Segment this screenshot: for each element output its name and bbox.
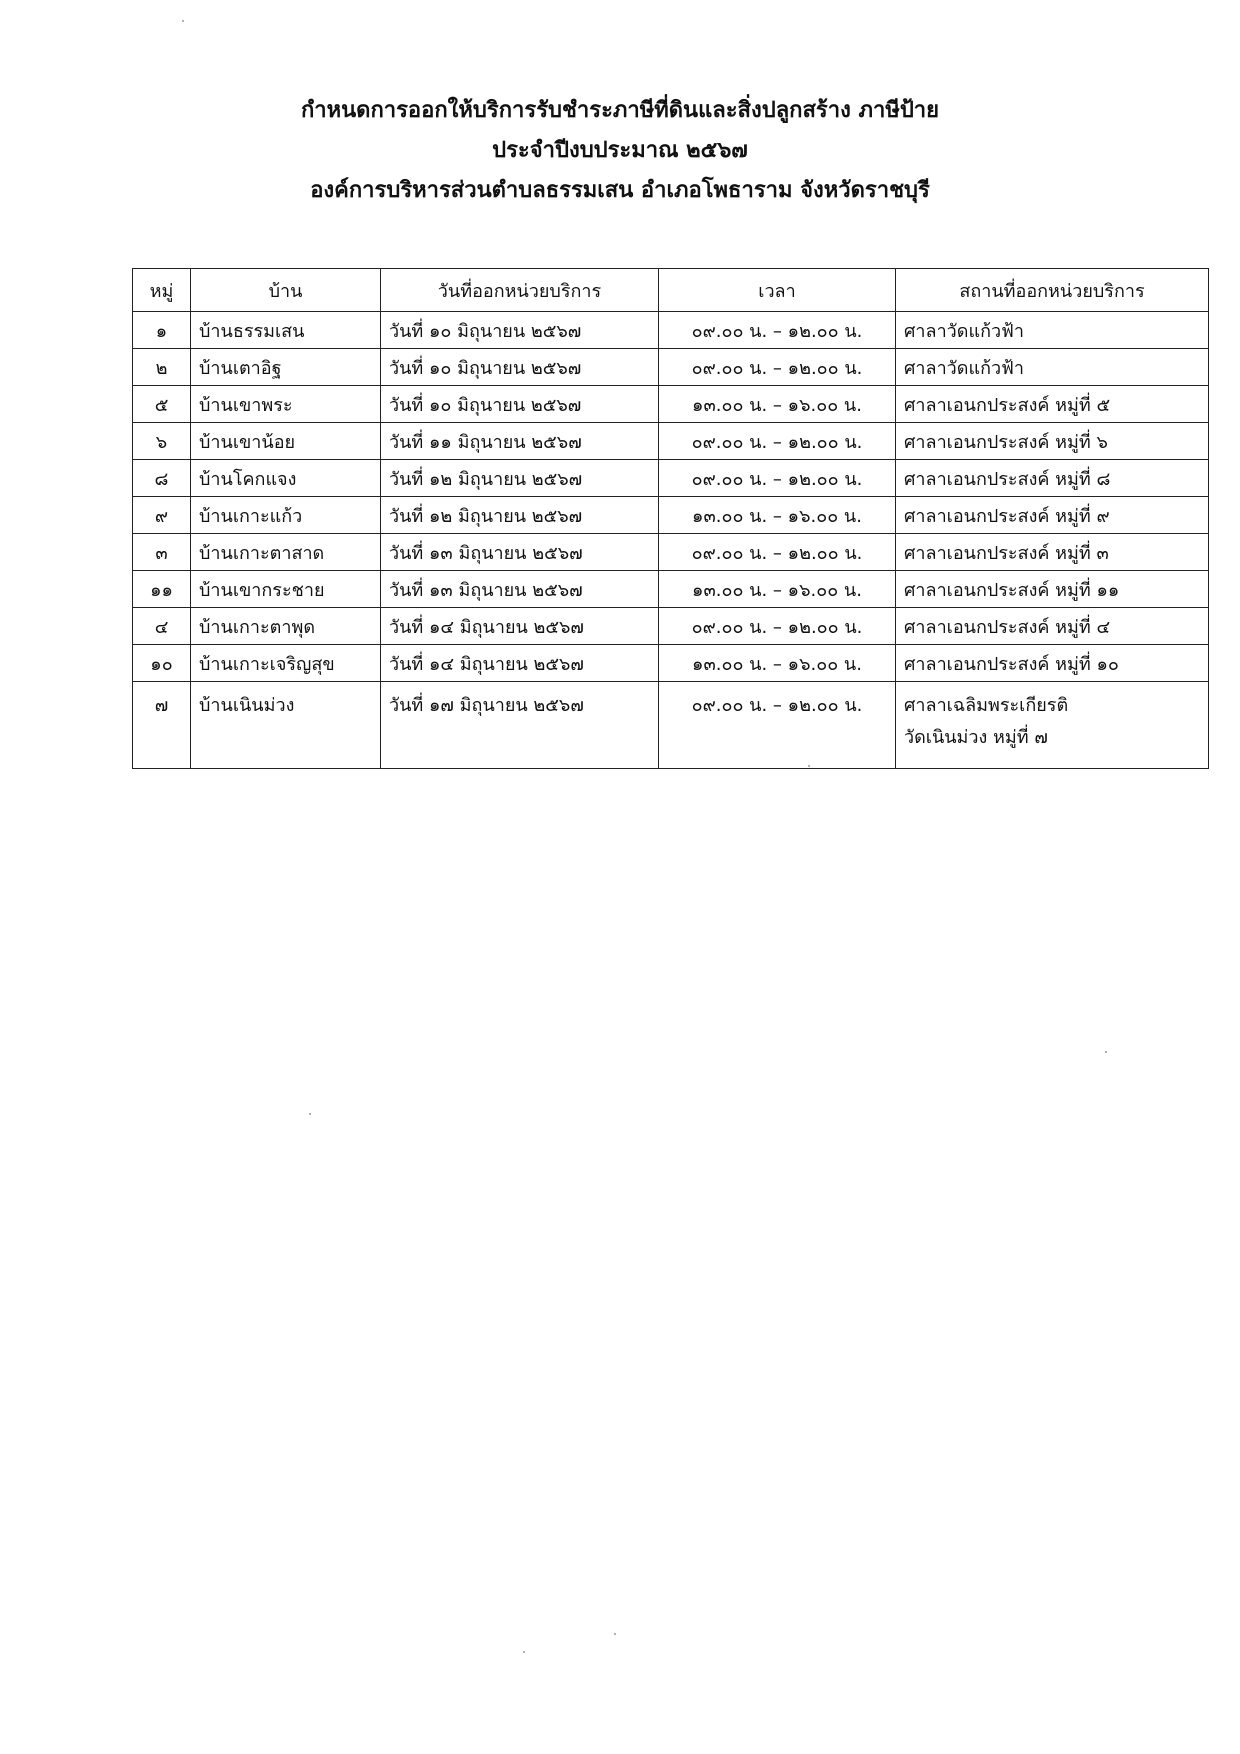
column-header-time: เวลา — [659, 269, 896, 312]
table-row — [133, 312, 1209, 349]
village-cell: บ้านเกาะตาสาด — [191, 534, 381, 571]
moo-cell: ๘ — [133, 460, 191, 497]
place-line-2: วัดเนินม่วง หมู่ที่ ๗ — [904, 727, 1048, 748]
table-row — [133, 460, 1209, 497]
moo-cell: ๙ — [133, 497, 191, 534]
moo-cell: ๗ — [133, 682, 191, 769]
table-row — [133, 534, 1209, 571]
organization-line: องค์การบริหารส่วนตำบลธรรมเสน อำเภอโพธาราม จังหวัดราชบุรี — [310, 178, 930, 203]
village-cell: บ้านเนินม่วง — [191, 682, 381, 769]
scan-speck — [808, 765, 810, 767]
scan-speck — [523, 1651, 525, 1653]
time-cell: ๑๓.๐๐ น. – ๑๖.๐๐ น. — [659, 645, 896, 682]
time-cell: ๑๓.๐๐ น. – ๑๖.๐๐ น. — [659, 386, 896, 423]
table-row — [133, 497, 1209, 534]
column-header-moo: หมู่ — [133, 269, 191, 312]
date-cell: วันที่ ๑๐ มิถุนายน ๒๕๖๗ — [381, 386, 659, 423]
place-cell: ศาลาเอนกประสงค์ หมู่ที่ ๔ — [896, 608, 1209, 645]
village-cell: บ้านเกาะตาพุด — [191, 608, 381, 645]
village-cell: บ้านโคกแจง — [191, 460, 381, 497]
date-cell: วันที่ ๑๐ มิถุนายน ๒๕๖๗ — [381, 349, 659, 386]
date-cell: วันที่ ๑๓ มิถุนายน ๒๕๖๗ — [381, 571, 659, 608]
scan-speck — [614, 1633, 616, 1635]
time-cell: ๐๙.๐๐ น. – ๑๒.๐๐ น. — [659, 312, 896, 349]
date-cell: วันที่ ๑๔ มิถุนายน ๒๕๖๗ — [381, 645, 659, 682]
place-cell: ศาลาเอนกประสงค์ หมู่ที่ ๑๐ — [896, 645, 1209, 682]
table-row — [133, 645, 1209, 682]
scan-speck — [182, 20, 184, 22]
table-row — [133, 386, 1209, 423]
place-cell: ศาลาวัดแก้วฟ้า — [896, 349, 1209, 386]
column-header-date: วันที่ออกหน่วยบริการ — [381, 269, 659, 312]
date-cell: วันที่ ๑๒ มิถุนายน ๒๕๖๗ — [381, 460, 659, 497]
place-cell: ศาลาเอนกประสงค์ หมู่ที่ ๓ — [896, 534, 1209, 571]
time-cell: ๑๓.๐๐ น. – ๑๖.๐๐ น. — [659, 497, 896, 534]
moo-cell: ๑ — [133, 312, 191, 349]
table-row — [133, 571, 1209, 608]
time-cell: ๐๙.๐๐ น. – ๑๒.๐๐ น. — [659, 423, 896, 460]
moo-cell: ๑๑ — [133, 571, 191, 608]
village-cell: บ้านเกาะเจริญสุข — [191, 645, 381, 682]
moo-cell: ๒ — [133, 349, 191, 386]
column-header-village: บ้าน — [191, 269, 381, 312]
document-title: กำหนดการออกให้บริการรับชำระภาษีที่ดินและสิ่งปลูกสร้าง ภาษีป้าย — [300, 98, 940, 123]
place-cell: ศาลาเอนกประสงค์ หมู่ที่ ๙ — [896, 497, 1209, 534]
place-cell: ศาลาเอนกประสงค์ หมู่ที่ ๖ — [896, 423, 1209, 460]
date-cell: วันที่ ๑๐ มิถุนายน ๒๕๖๗ — [381, 312, 659, 349]
time-cell: ๐๙.๐๐ น. – ๑๒.๐๐ น. — [659, 460, 896, 497]
scan-speck — [1105, 1051, 1107, 1053]
date-cell: วันที่ ๑๑ มิถุนายน ๒๕๖๗ — [381, 423, 659, 460]
village-cell: บ้านธรรมเสน — [191, 312, 381, 349]
time-cell: ๑๓.๐๐ น. – ๑๖.๐๐ น. — [659, 571, 896, 608]
moo-cell: ๔ — [133, 608, 191, 645]
place-line-1: ศาลาเฉลิมพระเกียรติ — [904, 695, 1069, 716]
fiscal-year-line: ประจำปีงบประมาณ ๒๕๖๗ — [492, 138, 748, 163]
moo-cell: ๕ — [133, 386, 191, 423]
table-row — [133, 608, 1209, 645]
village-cell: บ้านเขาน้อย — [191, 423, 381, 460]
village-cell: บ้านเขาพระ — [191, 386, 381, 423]
time-cell: ๐๙.๐๐ น. – ๑๒.๐๐ น. — [659, 608, 896, 645]
date-cell: วันที่ ๑๔ มิถุนายน ๒๕๖๗ — [381, 608, 659, 645]
service-schedule-table — [132, 268, 1209, 769]
place-cell: ศาลาเอนกประสงค์ หมู่ที่ ๘ — [896, 460, 1209, 497]
village-cell: บ้านเกาะแก้ว — [191, 497, 381, 534]
place-cell — [896, 682, 1209, 769]
date-cell: วันที่ ๑๓ มิถุนายน ๒๕๖๗ — [381, 534, 659, 571]
table-row — [133, 682, 1209, 769]
time-cell: ๐๙.๐๐ น. – ๑๒.๐๐ น. — [659, 682, 896, 769]
table-row — [133, 423, 1209, 460]
table-row — [133, 349, 1209, 386]
date-cell: วันที่ ๑๗ มิถุนายน ๒๕๖๗ — [381, 682, 659, 769]
scan-speck — [309, 1113, 311, 1115]
place-cell: ศาลาเอนกประสงค์ หมู่ที่ ๕ — [896, 386, 1209, 423]
date-cell: วันที่ ๑๒ มิถุนายน ๒๕๖๗ — [381, 497, 659, 534]
village-cell: บ้านเขากระชาย — [191, 571, 381, 608]
time-cell: ๐๙.๐๐ น. – ๑๒.๐๐ น. — [659, 534, 896, 571]
place-cell: ศาลาวัดแก้วฟ้า — [896, 312, 1209, 349]
village-cell: บ้านเตาอิฐ — [191, 349, 381, 386]
place-cell: ศาลาเอนกประสงค์ หมู่ที่ ๑๑ — [896, 571, 1209, 608]
moo-cell: ๓ — [133, 534, 191, 571]
column-header-place: สถานที่ออกหน่วยบริการ — [896, 269, 1209, 312]
moo-cell: ๑๐ — [133, 645, 191, 682]
moo-cell: ๖ — [133, 423, 191, 460]
table-header-row — [133, 269, 1209, 312]
time-cell: ๐๙.๐๐ น. – ๑๒.๐๐ น. — [659, 349, 896, 386]
document-header — [0, 98, 1240, 218]
